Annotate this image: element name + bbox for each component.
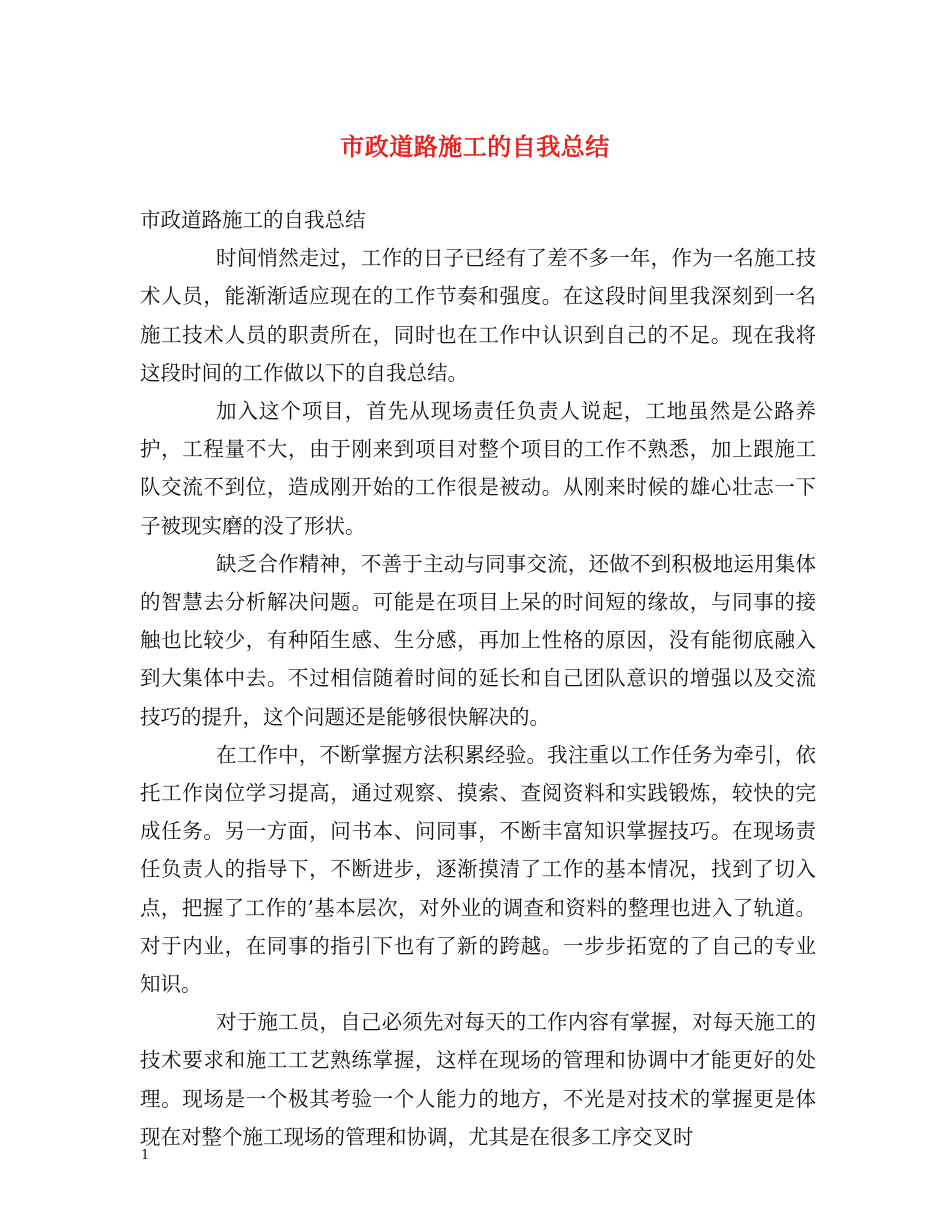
paragraph: 缺乏合作精神，不善于主动与同事交流，还做不到积极地运用集体的智慧去分析解决问题。可能是在项目上呆的时间短的缘故，与同事的接触也比较少，有种陌生感、生分感，再加上性格的原因，没有能彻底融入到大集体中去。不过相信随着时间的延长和自己团队意识的增强以及交流技巧的提升，这个问题还是能够很快解决的。 bbox=[140, 551, 816, 729]
document-title: 市政道路施工的自我总结 bbox=[340, 132, 610, 161]
paragraph: 对于施工员，自己必须先对每天的工作内容有掌握，对每天施工的技术要求和施工工艺熟练掌握，这样在现场的管理和协调中才能更好的处理。现场是一个极其考验一个人能力的地方，不光是对技术的掌握更是体现在对整个施工现场的管理和协调，尤其是在很多工序交叉时 bbox=[140, 1010, 816, 1149]
page-number: 1 bbox=[141, 1148, 150, 1163]
paragraph: 在工作中，不断掌握方法积累经验。我注重以工作任务为牵引，依托工作岗位学习提高，通过观察、摸索、查阅资料和实践锻炼，较快的完成任务。另一方面，问书本、问同事，不断丰富知识掌握技巧。在现场责任负责人的指导下，不断进步，逐渐摸清了工作的基本情况，找到了切入点，把握了工作的’基本层次，对外业的调查和资料的整理也进入了轨道。对于内业，在同事的指引下也有了新的跨越。一步步拓宽的了自己的专业知识。 bbox=[140, 742, 816, 997]
paragraph: 时间悄然走过，工作的日子已经有了差不多一年，作为一名施工技术人员，能渐渐适应现在的工作节奏和强度。在这段时间里我深刻到一名施工技术人员的职责所在，同时也在工作中认识到自己的不足。现在我将这段时间的工作做以下的自我总结。 bbox=[140, 246, 816, 385]
paragraph: 加入这个项目，首先从现场责任负责人说起，工地虽然是公路养护，工程量不大，由于刚来到项目对整个项目的工作不熟悉，加上跟施工队交流不到位，造成刚开始的工作很是被动。从刚来时候的雄心壮志一下子被现实磨的没了形状。 bbox=[140, 399, 816, 538]
document-subtitle: 市政道路施工的自我总结 bbox=[140, 208, 366, 232]
document-body bbox=[140, 201, 816, 1156]
